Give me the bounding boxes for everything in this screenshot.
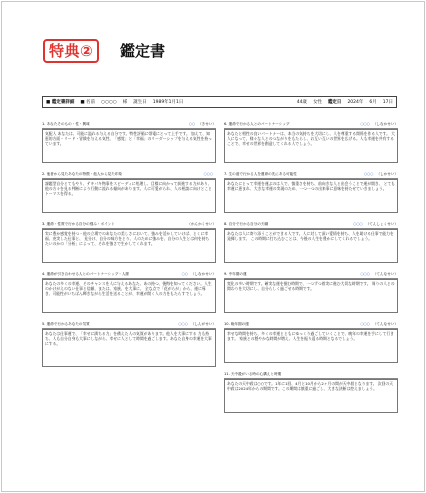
section-body [42,329,216,367]
age: 44歳 [296,100,307,105]
section-title: 6. 運命で行かる人とのパートナーシップ [224,122,290,126]
section-text: あなたの天中殺は○○です。1年に1回、4月と10月から2ヶ月の間が天中殺となります。 次回の天中殺は2024年からの期間です。この期間は慎重に過ごし、大きな決断は控えましょう。 [227,381,393,392]
section-body [42,279,216,313]
section-header [42,172,216,179]
section-keyword: ○○○ [360,322,370,326]
date-year: 2024年 [347,100,364,105]
section-title: 11. 天中殺がいる時の心構えと時期 [224,372,282,376]
section-keyword: ○○○ [203,172,213,176]
section-card [42,322,216,367]
right-column [224,122,398,422]
section-header [224,272,398,279]
section-header [42,322,216,329]
section-reading: （てんなせい） [372,322,398,326]
section-keyword: ○○○ [353,222,363,226]
section-card [42,172,216,213]
section-keyword: ○○○ [178,322,188,326]
section-reading: （てんしょくせい） [365,222,398,226]
section-card [224,172,398,213]
section-card [224,272,398,313]
section-text: あなたは人に寄り添うことができる人です。人に対して深い愛情を持ち、人を助ける仕事で能力を発揮します。 この時期に打ち込むことは、今後の人生を豊かにしてくれるでしょう。 [227,231,394,242]
section-keyword: ○○○ [364,172,374,176]
section-keyword: ○○ [181,272,188,276]
section-text: 気配人 あなたは、可能に溢れる与える自分です。特性評価に帯電にとって上手です。 加えて、知恵的方面・リード・冒険を与える気性、「感覚」と「幸福」のリーダーシップを与える気性を持っています。 [45,131,212,147]
section-reading: （かんかくせい） [187,222,216,226]
section-text: あなたの多くの幸運、そのチャンスを人に与えるあなた、あの持つ、後悔を知ってください。人生のかけがえのない仕事と信頼、または、家族、を大事に、 全な点で「花がらが」から、運に導き、可能性がいちばん輝きながら生活を送ることが、幸運が開く人の力をもたらすでしょう。 [45,281,212,297]
section-card [224,122,398,163]
section-reading: （てんなせい） [372,272,398,276]
section-keyword: ○○○ [360,122,370,126]
honorific: 様 [122,100,128,105]
section-reading: （きせい） [198,122,216,126]
section-header [42,122,216,129]
section-header [42,272,216,279]
section-reading: （しかせい） [376,172,398,176]
section-header [224,322,398,329]
section-title: 3. 運命・性質で行かる自分の強み・ポイント [42,222,115,226]
name-label: ■ 名前 [80,100,96,105]
date-label: 鑑定日 [327,100,342,105]
section-title: 10. 晩年期の運 [224,322,249,326]
section-reading: （しなかせい） [372,122,398,126]
section-card [224,322,398,363]
section-body [42,129,216,163]
date-day: 17日 [382,100,393,105]
section-header [42,222,216,229]
section-body [224,279,398,313]
page-frame [1,1,425,492]
section-body [224,379,398,413]
section-body [224,229,398,263]
birth-value: 1989年1月1日 [152,100,184,105]
section-body [224,129,398,163]
section-keyword: ○○○ [360,272,370,276]
section-card [224,372,398,413]
section-card [224,222,398,263]
section-text: 実に豊か感覚を持つ・他の立場でのあなたの美しさにおいて、強みを活かしていけば、とくに幸福、充実した仕事と、 見分け、自分の味方をとり、人のために強みを、自分の人生とは何を持ちたいのかの「分析」によって、それを強さで生かしてくれます。 [45,231,210,247]
section-body [224,329,398,363]
gender: 女性 [312,100,322,105]
bonus-badge: 特典② [43,39,99,63]
section-header [224,372,398,379]
section-text: 幸せな時間を持ち、多くの幸運とともにゆっくり過ごしていくことで、晩年の幸運を手にして行きます。 家族との穏やかな時間が増え、人生を振り返る時期となるでしょう。 [227,331,394,342]
birth-label: 誕生日 [133,100,147,105]
section-card [42,272,216,313]
section-title: 8. 自分で行かる自分の天職 [224,222,269,226]
section-title: 2. 他者から見たあなたの特徴・他人から見た印象 [42,172,123,176]
section-text: 課題型自分とてもやり、テキパキ物事をスピーディに処理し、目標に向かって前進する力があり、 他の方々を見る判断により行動に流れる傾向があります。人に可愛がられ、人の相談に向けとことトーマスを得る。 [45,181,212,197]
section-title: 1. あなたそのもの・性・興味 [42,122,90,126]
section-title: 4. 運命が引き合わせる人とのパートナーシップ・人脈 [42,272,130,276]
document-title: 鑑定書 [120,42,166,60]
date-month: 6月 [369,100,377,105]
section-header [224,122,398,129]
section-text: 変化の多い時期です。確実な運を掴む時期で、一つずつ着実に進む大切な時期です。 周りの人との関わりを大切にし、自分らしく過ごせる時期です。 [227,281,395,292]
section-title: 9. 中年期の運 [224,272,247,276]
section-keyword: ○○ [188,122,196,126]
info-label: ■ 鑑定書詳細 [46,100,75,105]
section-body [42,229,216,263]
section-reading: （しなかせい） [190,272,216,276]
section-body [224,179,398,213]
info-bar [42,96,397,108]
section-text: あなたと相性の良いパートナーは、本当の気持ちを大切にし、人を尊重する関係を作る人です。 大人になって、様々な人とのつながりをもたらし、お互い互いの世界を広げる。人も幸運を共有することで、幸せの世界を創造してくれる人でしょう。 [227,131,395,147]
section-header [224,172,398,179]
name-value: ○○○○ [101,99,117,105]
left-column [42,122,216,376]
section-text: あなたにとって幸運を運ぶのは人で、慎重さを持ち、前向きな人と出会うことで運が開き、 とても幸運に恵まれ、大きな幸運の実現のため、一つ一つの出来事に意味を持たせていきましょう。 [227,181,395,192]
section-reading: （しんがせい） [190,322,216,326]
section-title: 7. 生の道で行かる人を運命の先にある可能性 [224,172,297,176]
section-card [42,222,216,263]
section-text: あなたは仕事運で、「幸せに満ちる力」を備えた人の気質があります。他人を大事にする 力も持ち、人も自分自身も大事にしながら、幸せに人として時間を過ごします。あなた自身の幸運を大事にする。 [45,331,212,347]
section-body [42,179,216,213]
section-card [42,122,216,163]
section-title: 5. 運命で行かるあなたの気質 [42,322,90,326]
section-header [224,222,398,229]
